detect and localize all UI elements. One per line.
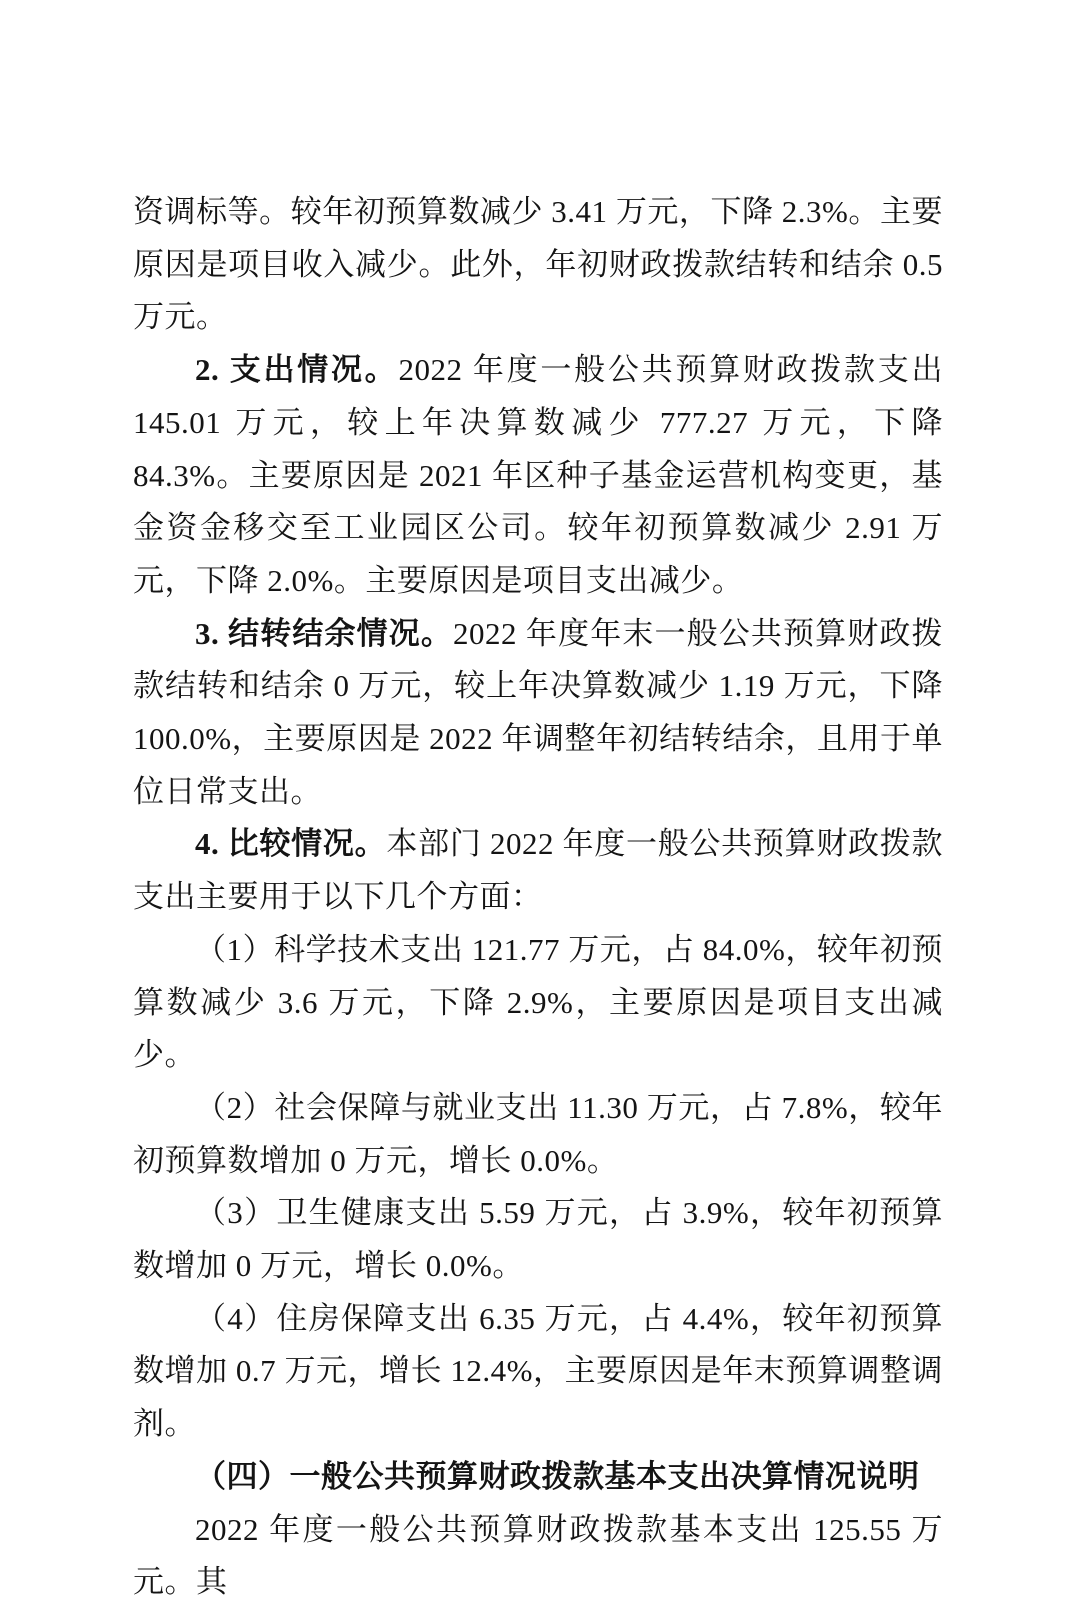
text-segment-bold: 3. 结转结余情况。 (195, 615, 454, 651)
text-segment: 2022 年度一般公共预算财政拨款基本支出 125.55 万元。其 (133, 1511, 943, 1600)
text-segment: （4）住房保障支出 6.35 万元，占 4.4%，较年初预算数增加 0.7 万元，增长 12.4%，主要原因是年末预算调整调剂。 (133, 1300, 943, 1442)
text-segment: 本部门 2022 年度一般公共预算财政拨款支出主要用于以下几个方面： (133, 826, 944, 915)
paragraph (133, 344, 943, 608)
paragraph (133, 818, 943, 923)
paragraph (133, 1187, 943, 1292)
text-segment: （3）卫生健康支出 5.59 万元，占 3.9%，较年初预算数增加 0 万元，增长 0.0%。 (133, 1195, 943, 1284)
text-segment: 2022 年度一般公共预算财政拨款支出 145.01 万元，较上年决算数减少 777.27 万元，下降 84.3%。主要原因是 2021 年区种子基金运营机构变更，基金资金移交至工业园区公司。较年初预算数减少 2.91 万元，下降 2.0%。主要原因是项目支出减少。 (133, 352, 944, 598)
paragraph (133, 924, 943, 1082)
paragraph (133, 1451, 943, 1504)
text-segment: （2）社会保障与就业支出 11.30 万元，占 7.8%，较年初预算数增加 0 万元，增长 0.0%。 (133, 1089, 943, 1178)
text-segment-bold: （四）一般公共预算财政拨款基本支出决算情况说明 (195, 1458, 920, 1494)
paragraph (133, 1504, 943, 1609)
text-segment: 2022 年度年末一般公共预算财政拨款结转和结余 0 万元，较上年决算数减少 1.19 万元，下降 100.0%，主要原因是 2022 年调整年初结转结余，且用于单位日常支出。 (133, 615, 943, 809)
text-segment-bold: 4. 比较情况。 (195, 826, 387, 862)
text-segment: 资调标等。较年初预算数减少 3.41 万元，下降 2.3%。主要原因是项目收入减少。此外，年初财政拨款结转和结余 0.5 万元。 (133, 194, 943, 335)
paragraph (133, 1082, 943, 1187)
paragraph (133, 186, 943, 344)
paragraph (133, 1293, 943, 1451)
paragraph (133, 608, 943, 819)
text-segment-bold: 2. 支出情况。 (195, 352, 399, 388)
text-segment: （1）科学技术支出 121.77 万元，占 84.0%，较年初预算数减少 3.6 万元，下降 2.9%，主要原因是项目支出减少。 (133, 931, 943, 1073)
document-body (133, 186, 943, 1609)
